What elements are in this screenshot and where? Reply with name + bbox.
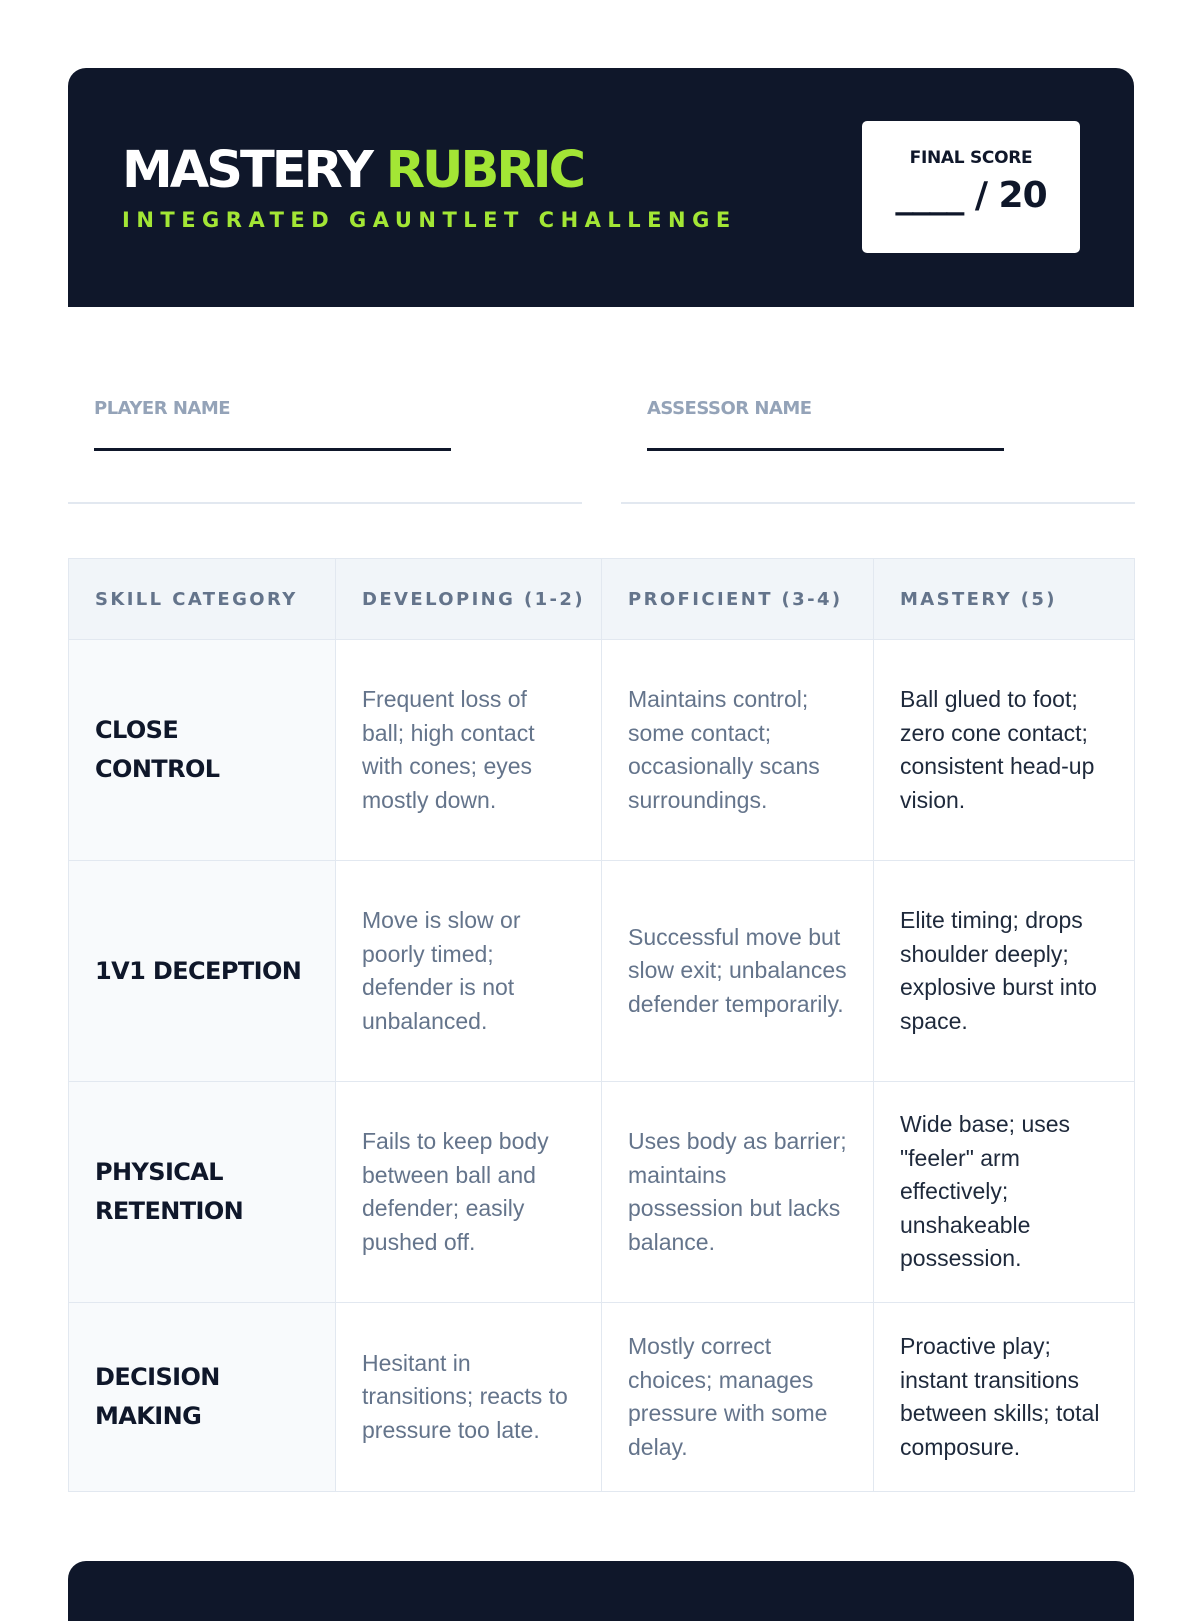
mastery-cell: Elite timing; drops shoulder deeply; explosive burst into space. — [874, 861, 1135, 1082]
page-subtitle: INTEGRATED GAUNTLET CHALLENGE — [122, 208, 737, 232]
skill-cell: CLOSE CONTROL — [69, 640, 336, 861]
assessor-name-blank-line — [647, 448, 1004, 451]
footer-banner — [68, 1561, 1134, 1621]
mastery-cell: Wide base; uses "feeler" arm effectively; unshakeable possession. — [874, 1082, 1135, 1303]
player-name-blank-line — [94, 448, 451, 451]
skill-cell: PHYSICAL RETENTION — [69, 1082, 336, 1303]
mastery-cell: Proactive play; instant transitions between skills; total composure. — [874, 1303, 1135, 1492]
final-score-label: FINAL SCORE — [909, 148, 1033, 168]
table-row — [69, 640, 1135, 861]
page-title — [122, 140, 583, 202]
header-skill-category: SKILL CATEGORY — [69, 559, 336, 640]
table-header-row — [69, 559, 1135, 640]
proficient-cell: Uses body as barrier; maintains possession but lacks balance. — [602, 1082, 874, 1303]
developing-cell: Move is slow or poorly timed; defender is not unbalanced. — [336, 861, 602, 1082]
header-proficient: PROFICIENT (3-4) — [602, 559, 874, 640]
mastery-cell: Ball glued to foot; zero cone contact; consistent head-up vision. — [874, 640, 1135, 861]
player-name-field — [68, 372, 582, 504]
assessor-name-field — [621, 372, 1135, 504]
table-row — [69, 1082, 1135, 1303]
developing-cell: Frequent loss of ball; high contact with cones; eyes mostly down. — [336, 640, 602, 861]
proficient-cell: Maintains control; some contact; occasionally scans surroundings. — [602, 640, 874, 861]
player-name-label: PLAYER NAME — [94, 398, 231, 419]
final-score-box — [862, 121, 1080, 253]
proficient-cell: Successful move but slow exit; unbalances defender temporarily. — [602, 861, 874, 1082]
final-score-value: ____ / 20 — [895, 175, 1047, 216]
header-banner — [68, 68, 1134, 307]
developing-cell: Hesitant in transitions; reacts to pressure too late. — [336, 1303, 602, 1492]
rubric-table — [68, 558, 1135, 1492]
skill-cell: 1V1 DECEPTION — [69, 861, 336, 1082]
proficient-cell: Mostly correct choices; manages pressure with some delay. — [602, 1303, 874, 1492]
title-mastery: MASTERY — [122, 141, 371, 200]
table-row — [69, 861, 1135, 1082]
table-row — [69, 1303, 1135, 1492]
header-mastery: MASTERY (5) — [874, 559, 1135, 640]
developing-cell: Fails to keep body between ball and defender; easily pushed off. — [336, 1082, 602, 1303]
header-developing: DEVELOPING (1-2) — [336, 559, 602, 640]
assessor-name-label: ASSESSOR NAME — [647, 398, 812, 419]
skill-cell: DECISION MAKING — [69, 1303, 336, 1492]
title-rubric: RUBRIC — [385, 141, 583, 200]
